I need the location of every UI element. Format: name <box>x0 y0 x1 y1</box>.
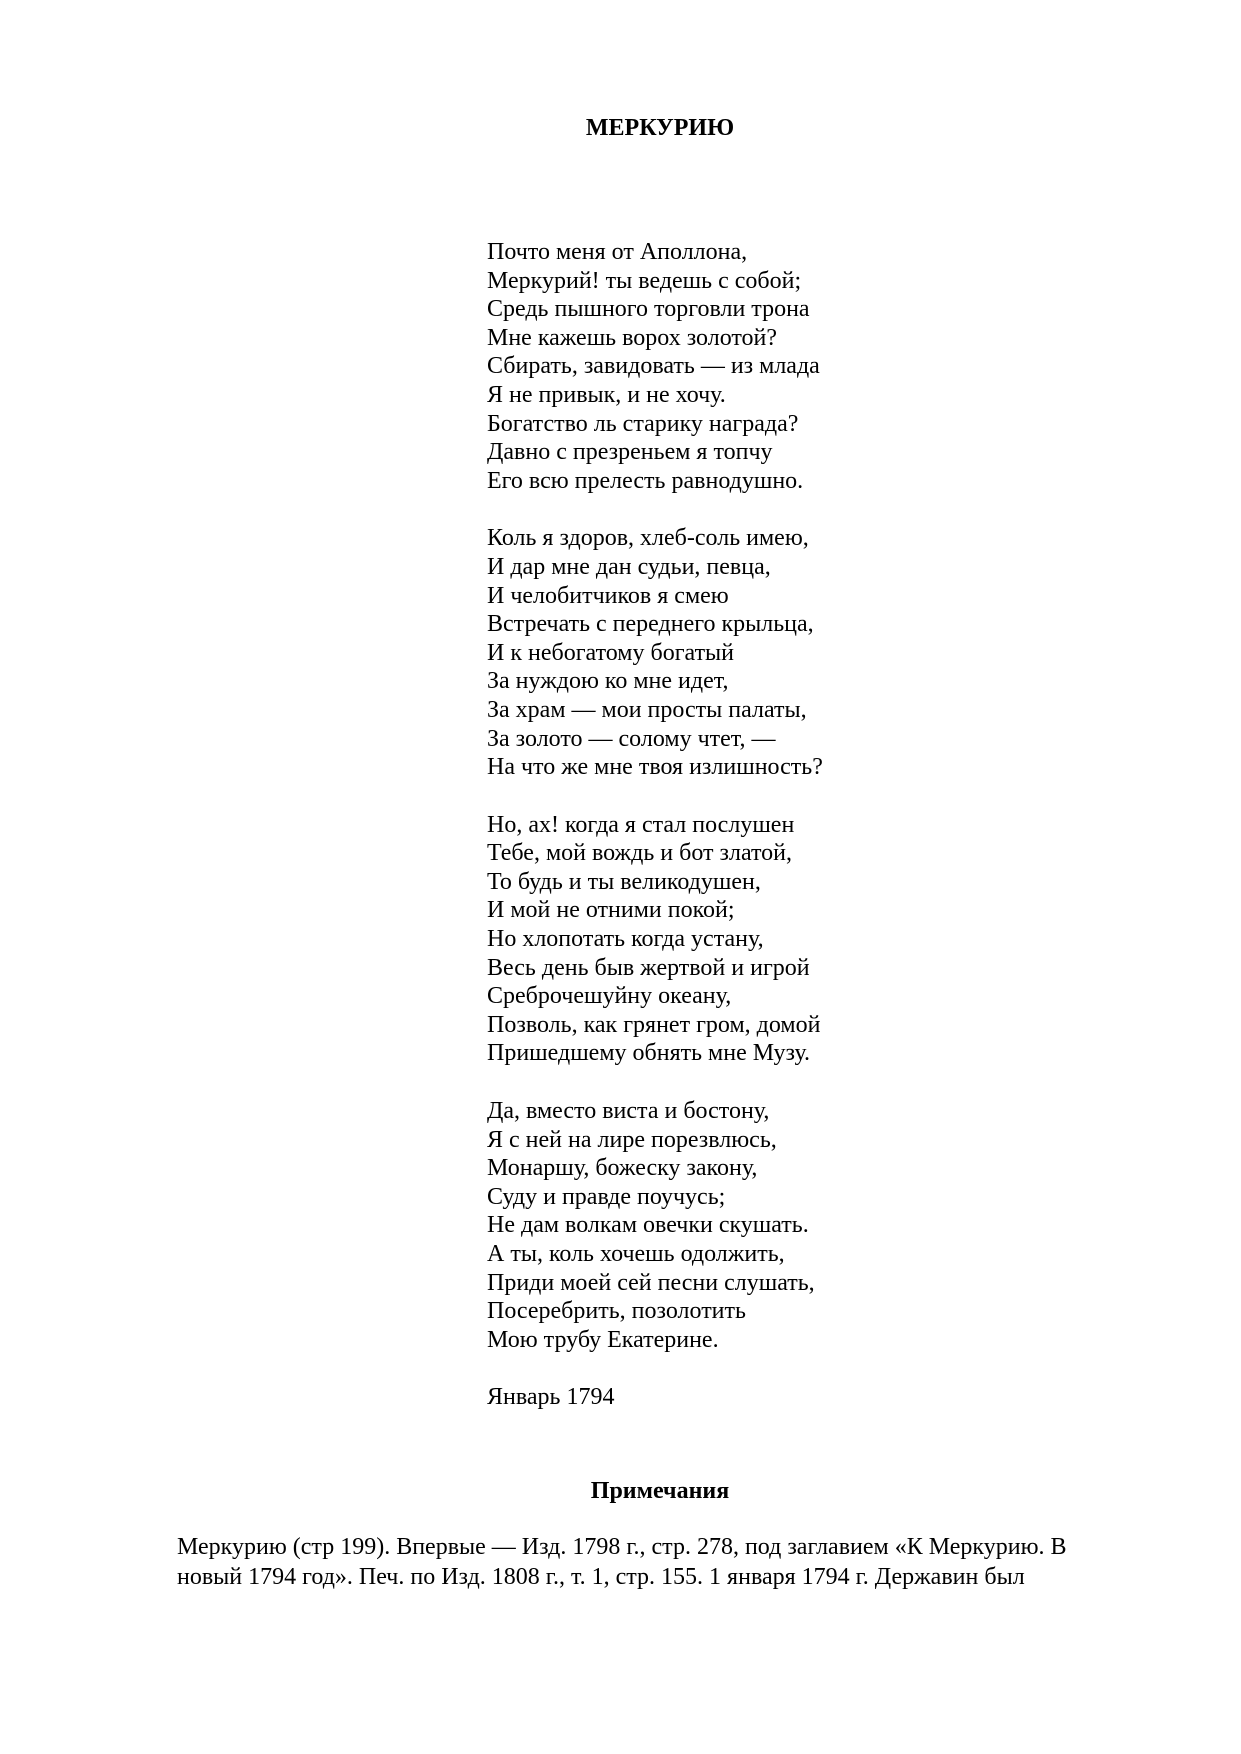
poem-line: И челобитчиков я смею <box>487 582 729 609</box>
stanza <box>487 524 1087 781</box>
notes-body <box>177 1532 1137 1592</box>
poem-line: За нуждою ко мне идет, <box>487 668 729 695</box>
poem-line: Средь пышного торговли трона <box>487 296 810 323</box>
poem-line: Богатство ль старику награда? <box>487 410 799 437</box>
poem-line: Давно с презреньем я топчу <box>487 439 773 466</box>
poem-line: Весь день быв жертвой и игрой <box>487 954 810 981</box>
poem-line: Да, вместо виста и бостону, <box>487 1098 770 1125</box>
poem-line: Сбирать, завидовать — из млада <box>487 353 820 380</box>
poem-line: Приди моей сей песни слушать, <box>487 1269 815 1296</box>
notes-line: новый 1794 год». Печ. по Изд. 1808 г., т. 1, стр. 155. 1 января 1794 г. Державин был <box>177 1564 1025 1590</box>
poem-line: И к небогатому богатый <box>487 639 735 666</box>
poem-line: Встречать с переднего крыльца, <box>487 611 814 638</box>
poem-line: Позволь, как грянет гром, домой <box>487 1011 821 1038</box>
poem-line: Мне кажешь ворох золотой? <box>487 324 778 351</box>
poem-title: МЕРКУРИЮ <box>585 115 735 141</box>
poem-line: Почто меня от Аполлона, <box>487 239 748 265</box>
stanza <box>487 238 1087 495</box>
stanza <box>487 1097 1087 1354</box>
poem-line: Тебе, мой вождь и бот златой, <box>487 840 793 867</box>
stanza <box>487 811 1087 1068</box>
poem-line: Мою трубу Екатерине. <box>487 1326 719 1353</box>
notes-line: Меркурию (стр 199). Впервые — Изд. 1798 г., стр. 278, под заглавием «К Меркурию. В <box>177 1534 1067 1560</box>
notes-heading: Примечания <box>590 1478 730 1504</box>
poem-line: Его всю прелесть равнодушно. <box>487 467 804 494</box>
poem-line: А ты, коль хочешь одолжить, <box>487 1241 785 1267</box>
poem-line: Я с ней на лире порезвлюсь, <box>487 1126 777 1153</box>
poem-date: Январь 1794 <box>487 1384 615 1411</box>
poem-line: За золото — солому чтет, — <box>487 725 776 752</box>
poem-line: Монаршу, божеску закону, <box>487 1155 758 1182</box>
poem-line: Пришедшему обнять мне Музу. <box>487 1040 811 1067</box>
poem-line: На что же мне твоя излишность? <box>487 754 823 781</box>
poem-line: И мой не отними покой; <box>487 897 735 924</box>
poem-line: Я не привык, и не хочу. <box>487 381 726 408</box>
poem-line: Среброчешуйну океану, <box>487 983 732 1010</box>
poem-line: Не дам волкам овечки скушать. <box>487 1212 809 1239</box>
poem-line: Суду и правде поучусь; <box>487 1183 726 1210</box>
poem-line: Меркурий! ты ведешь с собой; <box>487 267 802 294</box>
poem-body <box>487 238 1087 1412</box>
poem-line: И дар мне дан судьи, певца, <box>487 553 771 580</box>
poem-line: Коль я здоров, хлеб-соль имею, <box>487 525 809 552</box>
poem-line: Но хлопотать когда устану, <box>487 926 764 953</box>
poem-line: Но, ах! когда я стал послушен <box>487 811 795 838</box>
poem-line: За храм — мои просты палаты, <box>487 696 807 723</box>
poem-line: То будь и ты великодушен, <box>487 868 761 895</box>
poem-line: Посеребрить, позолотить <box>487 1298 746 1325</box>
